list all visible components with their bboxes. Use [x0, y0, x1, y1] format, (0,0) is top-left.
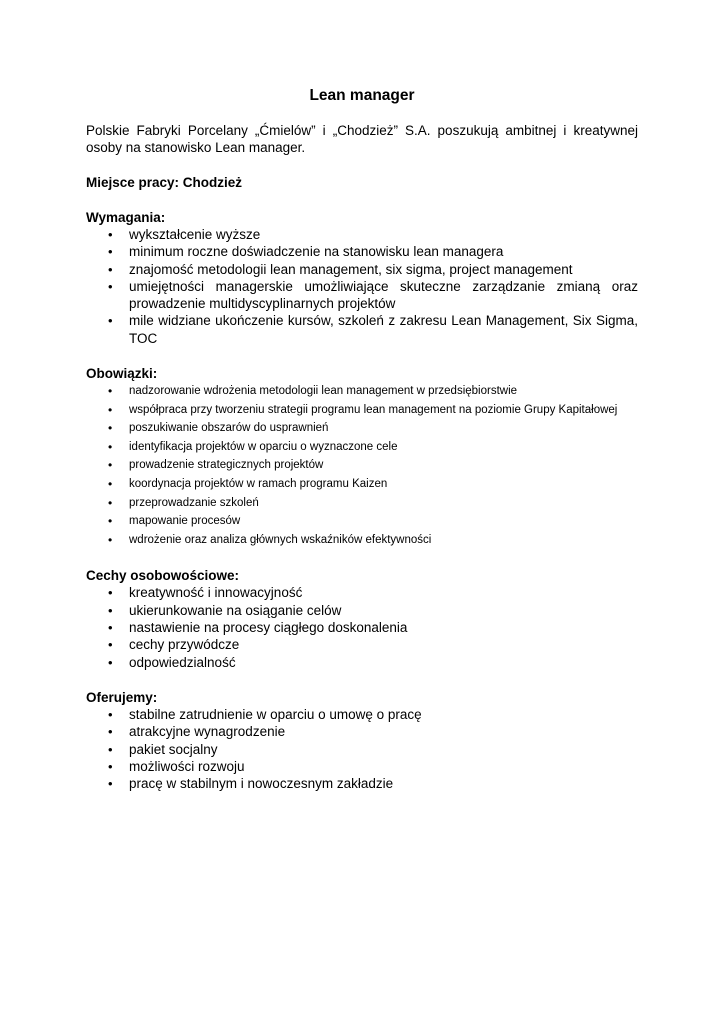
bullet-icon: • — [108, 637, 113, 653]
list-item-text: umiejętności managerskie umożliwiające skuteczne zarządzanie zmianą oraz prowadzenie multidyscyplinarnych projektów — [129, 278, 638, 312]
list-item — [86, 243, 638, 260]
list-item — [86, 401, 638, 420]
list-item-text: możliwości rozwoju — [129, 758, 245, 774]
list-item — [86, 312, 638, 347]
list-item — [86, 602, 638, 619]
list-item-text: wykształcenie wyższe — [129, 227, 261, 242]
list-item — [86, 619, 638, 636]
section-heading: Wymagania: — [86, 210, 166, 225]
bullet-icon: • — [108, 278, 113, 294]
list-item-text: mapowanie procesów — [129, 515, 241, 528]
requirements-list — [86, 226, 638, 347]
bullet-icon: • — [108, 421, 113, 436]
list-item-text: poszukiwanie obszarów do usprawnień — [129, 422, 329, 435]
list-item — [86, 261, 638, 278]
list-item-text: kreatywność i innowacyjność — [129, 585, 303, 601]
bullet-icon: • — [108, 439, 113, 454]
list-item-text: atrakcyjne wynagrodzenie — [129, 724, 286, 740]
duties-list — [86, 382, 638, 549]
list-item — [86, 723, 638, 740]
list-item-text: ukierunkowanie na osiąganie celów — [129, 602, 342, 618]
list-item-text: prowadzenie strategicznych projektów — [129, 459, 324, 472]
list-item — [86, 226, 638, 243]
bullet-icon: • — [108, 402, 113, 417]
bullet-icon: • — [108, 758, 113, 774]
list-item-text: identyfikacja projektów w oparciu o wyznaczone cele — [129, 440, 398, 453]
list-item-text: współpraca przy tworzeniu strategii programu lean management na poziomie Grupy Kapitałowej — [129, 403, 618, 416]
list-item-text: stabilne zatrudnienie w oparciu o umowę o pracę — [129, 706, 422, 722]
list-item — [86, 512, 638, 531]
list-item — [86, 758, 638, 775]
bullet-icon: • — [108, 706, 113, 722]
list-item-text: nastawienie na procesy ciągłego doskonalenia — [129, 620, 408, 636]
bullet-icon: • — [108, 654, 113, 670]
bullet-icon: • — [108, 458, 113, 473]
page-title: Lean manager — [309, 87, 415, 104]
personality-list — [86, 584, 638, 670]
bullet-icon: • — [108, 477, 113, 492]
bullet-icon: • — [108, 585, 113, 601]
list-item-text: cechy przywódcze — [129, 637, 240, 653]
bullet-icon: • — [108, 602, 113, 618]
section-personality — [86, 567, 638, 670]
bullet-icon: • — [108, 244, 113, 260]
intro-paragraph: Polskie Fabryki Porcelany „Ćmielów” i „Chodzież” S.A. poszukują ambitnej i kreatywnej osoby na stanowisko Lean manager. — [86, 123, 638, 155]
list-item — [86, 382, 638, 401]
bullet-icon: • — [108, 724, 113, 740]
list-item — [86, 775, 638, 792]
document-content — [86, 86, 638, 810]
bullet-icon: • — [108, 776, 113, 792]
list-item — [86, 706, 638, 723]
bullet-icon: • — [108, 532, 113, 547]
list-item-text: pracę w stabilnym i nowoczesnym zakładzie — [129, 776, 394, 792]
section-duties — [86, 365, 638, 549]
list-item-text: znajomość metodologii lean management, six sigma, project management — [129, 261, 573, 277]
bullet-icon: • — [108, 741, 113, 757]
bullet-icon: • — [108, 261, 113, 277]
bullet-icon: • — [108, 384, 113, 399]
list-item-text: koordynacja projektów w ramach programu Kaizen — [129, 478, 388, 491]
list-item-text: odpowiedzialność — [129, 654, 236, 670]
section-heading: Obowiązki: — [86, 366, 158, 382]
bullet-icon: • — [108, 495, 113, 510]
section-requirements — [86, 209, 638, 347]
workplace-line: Miejsce pracy: Chodzież — [86, 175, 243, 190]
section-offer — [86, 689, 638, 792]
list-item-text: pakiet socjalny — [129, 741, 218, 757]
bullet-icon: • — [108, 227, 113, 242]
bullet-icon: • — [108, 620, 113, 636]
list-item — [86, 636, 638, 653]
offer-list — [86, 706, 638, 792]
list-item-text: minimum roczne doświadczenie na stanowisku lean managera — [129, 244, 504, 260]
list-item — [86, 531, 638, 550]
list-item — [86, 654, 638, 671]
section-heading: Oferujemy: — [86, 689, 158, 705]
list-item — [86, 494, 638, 513]
list-item — [86, 419, 638, 438]
list-item — [86, 438, 638, 457]
list-item — [86, 475, 638, 494]
bullet-icon: • — [108, 514, 113, 529]
list-item — [86, 741, 638, 758]
list-item-text: nadzorowanie wdrożenia metodologii lean management w przedsiębiorstwie — [129, 385, 518, 398]
section-heading: Cechy osobowościowe: — [86, 568, 240, 584]
list-item — [86, 278, 638, 313]
list-item — [86, 584, 638, 601]
bullet-icon: • — [108, 313, 113, 329]
list-item-text: przeprowadzanie szkoleń — [129, 496, 259, 509]
list-item — [86, 456, 638, 475]
list-item-text: mile widziane ukończenie kursów, szkoleń z zakresu Lean Management, Six Sigma, TOC — [129, 313, 638, 346]
list-item-text: wdrożenie oraz analiza głównych wskaźników efektywności — [129, 533, 432, 546]
